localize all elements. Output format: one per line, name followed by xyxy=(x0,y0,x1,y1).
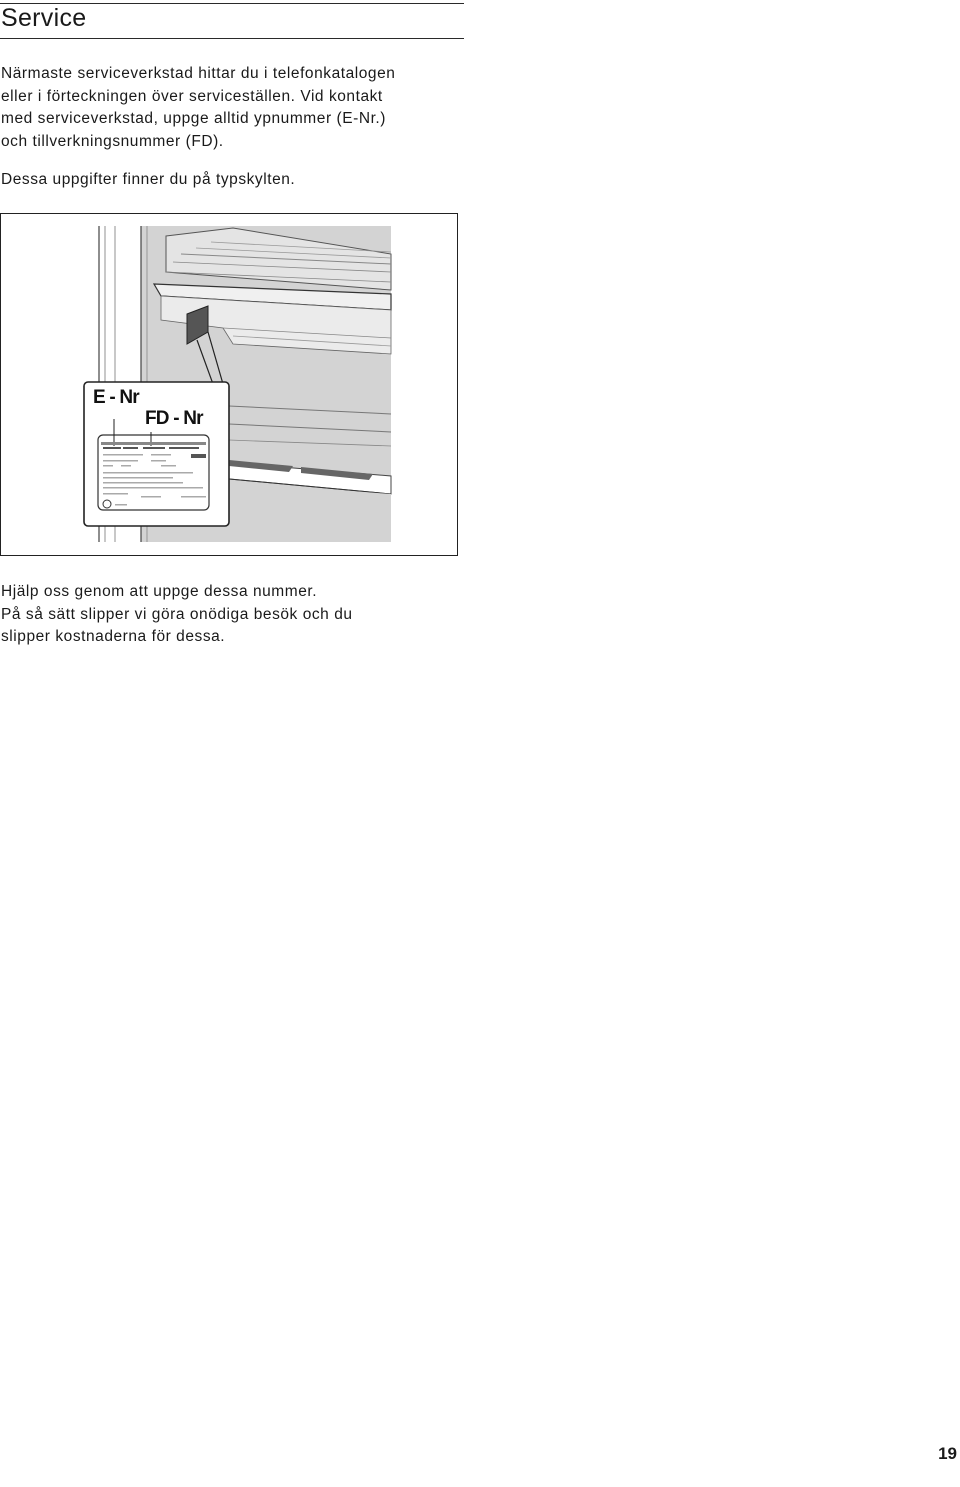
typeplate-paragraph: Dessa uppgifter finner du på typskylten. xyxy=(1,171,296,188)
fd-nr-label: FD - Nr xyxy=(145,408,203,429)
closing-paragraph: Hjälp oss genom att uppge dessa nummer. På så sätt slipper vi göra onödiga besök och du slipper kostnaderna för dessa. xyxy=(1,583,353,645)
title-rule xyxy=(0,38,464,39)
fridge-typeplate-illustration xyxy=(0,213,458,556)
intro-paragraph: Närmaste serviceverkstad hittar du i telefonkatalogen eller i förteckningen över serviceställen. Vid kontakt med serviceverkstad, uppge alltid ypnummer (E-Nr.) och tillverkningsnummer (FD). xyxy=(1,65,396,150)
e-nr-label: E - Nr xyxy=(93,387,139,408)
fridge-interior-drawing xyxy=(1,214,459,557)
page-title: Service xyxy=(1,4,87,32)
page-number: 19 xyxy=(938,1444,957,1463)
